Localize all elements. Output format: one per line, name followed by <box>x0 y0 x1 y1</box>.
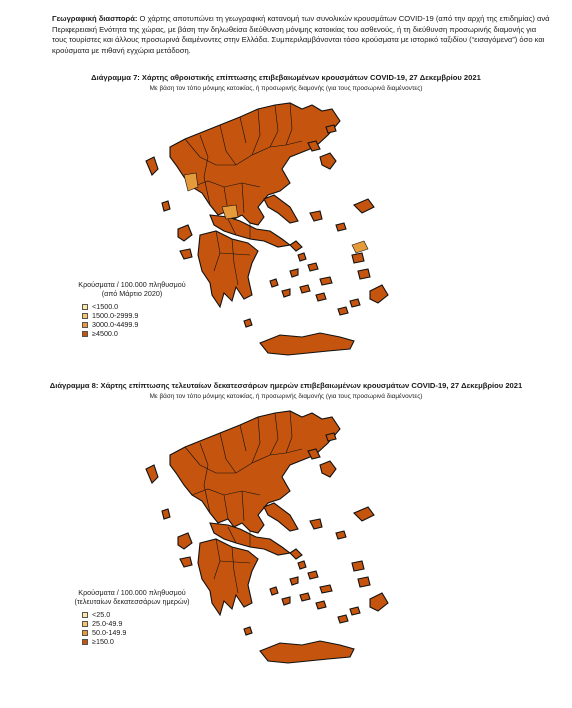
legend-swatch <box>82 322 88 328</box>
map2-legend-item <box>82 628 212 637</box>
map2-legend-item <box>82 637 212 646</box>
legend-label: 3000.0-4499.9 <box>92 320 139 329</box>
map2-legend-title-line2: (τελευταίων δεκατεσσάρων ημερών) <box>74 597 190 606</box>
legend-swatch <box>82 331 88 337</box>
map2-legend-title-line1: Κρούσματα / 100.000 πληθυσμού <box>78 588 186 597</box>
legend-label: 1500.0-2999.9 <box>92 311 139 320</box>
intro-text: Ο χάρτης αποτυπώνει τη γεωγραφική κατανομή των συνολικών κρουσμάτων COVID-19 (από την αρχή της επιδημίας) ανά Περιφερειακή Ενότητα της χώρας, με βάση την δηλωθείσα διεύθυνση μόνιμης κατοικίας του ασθενούς, ή τη διεύθυνση προσωρινής διαμονής για τους τουρίστες και άλλους προσωρινά διαμένοντες στην Ελλάδα. Συμπεριλαμβάνονται τόσο κρούσματα με ιστορικό ταξιδίου (“εισαγόμενα”) όσο και κρούσματα με πιθανή εγχώρια μετάδοση. <box>52 14 550 55</box>
map2-legend <box>52 588 212 646</box>
map2-legend-title <box>52 588 212 606</box>
legend-swatch <box>82 630 88 636</box>
intro-heading: Γεωγραφική διασπορά: <box>52 14 138 23</box>
map1-legend-title-line2: (από Μάρτιο 2020) <box>101 289 163 298</box>
legend-label: ≥150.0 <box>92 637 114 646</box>
legend-swatch <box>82 621 88 627</box>
intro-paragraph <box>52 14 552 56</box>
map2-legend-item <box>82 619 212 628</box>
map1-title: Διάγραμμα 7: Χάρτης αθροιστικής επίπτωσης επιβεβαιωμένων κρουσμάτων COVID-19, 27 Δεκεμβρίου 2021 <box>91 73 481 82</box>
legend-label: <25.0 <box>92 610 111 619</box>
map1-legend-title-line1: Κρούσματα / 100.000 πληθυσμού <box>78 280 186 289</box>
legend-label: <1500.0 <box>92 302 119 311</box>
map2-legend-item <box>82 610 212 619</box>
legend-swatch <box>82 612 88 618</box>
map1-legend-item <box>82 320 212 329</box>
map1-legend-item <box>82 311 212 320</box>
map1-legend-title <box>52 280 212 298</box>
legend-swatch <box>82 313 88 319</box>
legend-label: 25.0-49.9 <box>92 619 123 628</box>
map1-subtitle: Με βάση τον τόπο μόνιμης κατοικίας, ή προσωρινής διαμονής (για τους προσωρινά διαμένοντες) <box>149 85 423 92</box>
map1-legend-item <box>82 302 212 311</box>
legend-swatch <box>82 304 88 310</box>
legend-swatch <box>82 639 88 645</box>
legend-label: 50.0-149.9 <box>92 628 127 637</box>
map2-subtitle: Με βάση τον τόπο μόνιμης κατοικίας, ή προσωρινής διαμονής (για τους προσωρινά διαμένοντες) <box>149 393 423 400</box>
map1-legend <box>52 280 212 338</box>
map2-title: Διάγραμμα 8: Χάρτης επίπτωσης τελευταίων δεκατεσσάρων ημερών επιβεβαιωμένων κρουσμάτων COVID-19, 27 Δεκεμβρίου 2021 <box>49 381 523 390</box>
legend-label: ≥4500.0 <box>92 329 118 338</box>
map1-legend-item <box>82 329 212 338</box>
